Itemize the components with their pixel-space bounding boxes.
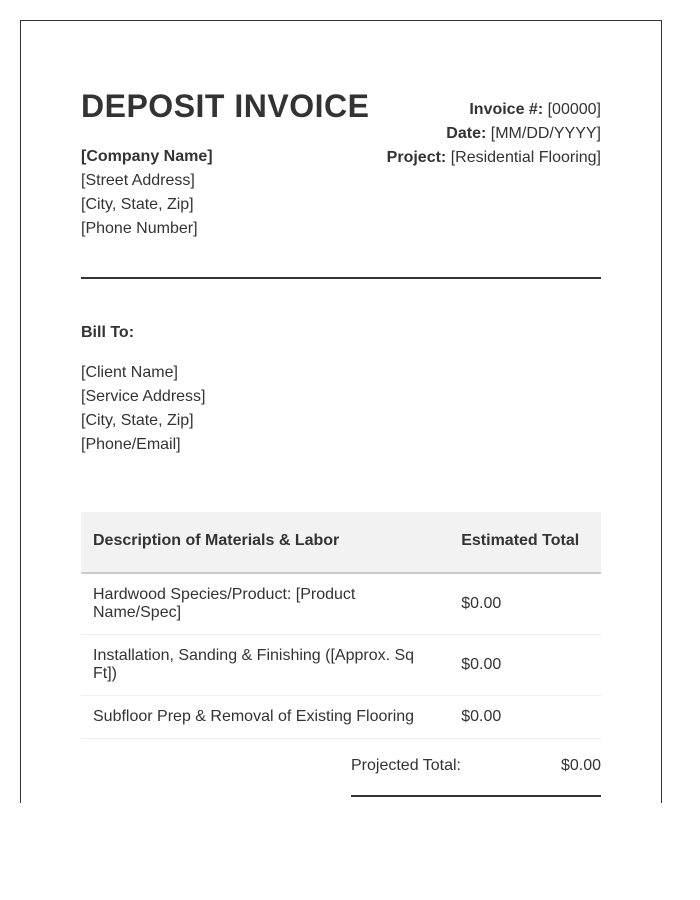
invoice-number-line xyxy=(387,98,601,122)
projected-total-value: $0.00 xyxy=(560,757,601,774)
invoice-date-label: Date: xyxy=(446,125,487,142)
invoice-number-value: [00000] xyxy=(547,101,601,118)
company-name: [Company Name] xyxy=(81,148,213,165)
client-contact: [Phone/Email] xyxy=(81,436,181,453)
table-header-row xyxy=(81,512,601,573)
row-description: Installation, Sanding & Finishing ([Approx. Sq Ft]) xyxy=(81,635,449,696)
invoice-page xyxy=(20,20,662,803)
client-city: [City, State, Zip] xyxy=(81,412,194,429)
table-row xyxy=(81,573,601,635)
projected-total xyxy=(351,757,601,797)
bill-to-heading: Bill To: xyxy=(81,324,135,341)
header-divider xyxy=(81,277,601,279)
row-total: $0.00 xyxy=(449,696,601,739)
projected-total-label: Projected Total: xyxy=(351,757,461,774)
invoice-title: DEPOSIT INVOICE xyxy=(81,88,370,124)
table-row xyxy=(81,696,601,739)
invoice-meta xyxy=(387,98,601,170)
invoice-project-value: [Residential Flooring] xyxy=(450,149,601,166)
bill-to-section xyxy=(81,321,206,457)
client-name: [Client Name] xyxy=(81,364,178,381)
invoice-number-label: Invoice #: xyxy=(469,101,544,118)
row-description: Hardwood Species/Product: [Product Name/Spec] xyxy=(81,573,449,635)
invoice-project-label: Project: xyxy=(386,149,447,166)
company-phone: [Phone Number] xyxy=(81,220,198,237)
invoice-project-line xyxy=(387,146,601,170)
row-description: Subfloor Prep & Removal of Existing Flooring xyxy=(81,696,449,739)
invoice-date-line xyxy=(387,122,601,146)
company-city: [City, State, Zip] xyxy=(81,196,194,213)
service-address: [Service Address] xyxy=(81,388,206,405)
description-column-header: Description of Materials & Labor xyxy=(81,512,449,573)
line-items-table xyxy=(81,512,601,739)
total-column-header: Estimated Total xyxy=(449,512,601,573)
row-total: $0.00 xyxy=(449,573,601,635)
row-total: $0.00 xyxy=(449,635,601,696)
company-street: [Street Address] xyxy=(81,172,195,189)
invoice-date-value: [MM/DD/YYYY] xyxy=(490,125,601,142)
table-row xyxy=(81,635,601,696)
company-info xyxy=(81,145,213,241)
